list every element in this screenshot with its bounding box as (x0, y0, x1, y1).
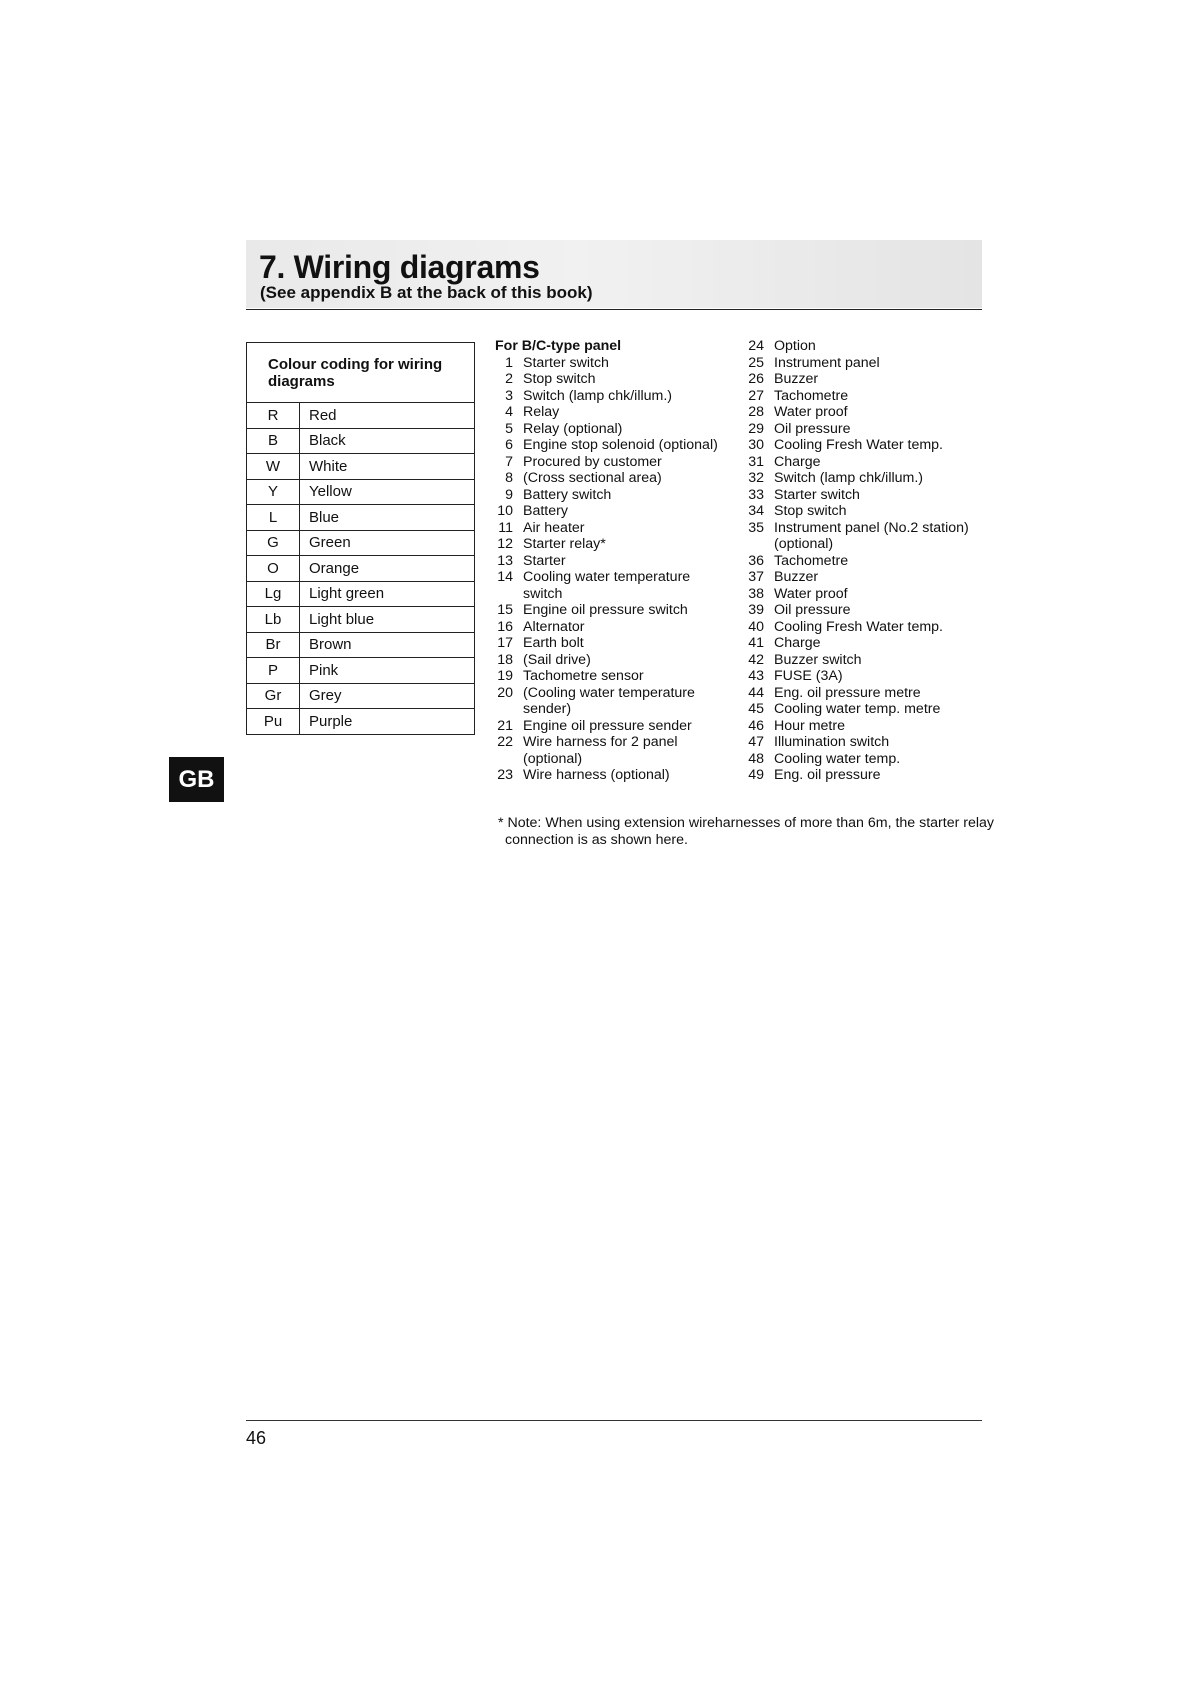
item-text: Air heater (523, 519, 585, 536)
colour-code: Y (247, 479, 300, 505)
item-text: Oil pressure (774, 602, 851, 618)
item-number: 25 (748, 354, 764, 371)
header-rule (246, 309, 982, 310)
colour-code: P (247, 658, 300, 684)
item-number: 40 (748, 618, 764, 635)
list-item (746, 503, 986, 520)
colour-table-row (247, 505, 475, 531)
page-number: 46 (246, 1428, 267, 1448)
item-number: 39 (748, 602, 764, 618)
item-text: Cooling water temp. (774, 750, 901, 767)
colour-name: Blue (300, 505, 475, 531)
list-item (746, 520, 986, 553)
item-text: Tachometre (774, 552, 849, 569)
item-text: Battery (523, 503, 568, 519)
list-item (495, 619, 740, 636)
colour-table-row (247, 428, 475, 454)
colour-code: R (247, 403, 300, 429)
colour-table-row (247, 556, 475, 582)
colour-code: B (247, 428, 300, 454)
list-item (495, 355, 740, 372)
parts-list-title: For B/C-type panel (495, 338, 622, 354)
item-number: 46 (748, 717, 764, 734)
list-item (746, 404, 986, 421)
list-item (746, 668, 986, 685)
list-item (746, 553, 986, 570)
item-number: 22 (497, 734, 513, 750)
item-text: (Cooling water temperature sender) (523, 684, 695, 717)
list-item (495, 718, 740, 735)
item-text: Water proof (774, 404, 848, 420)
item-number: 36 (748, 552, 764, 569)
item-text: Earth bolt (523, 635, 584, 651)
item-number: 20 (497, 684, 513, 701)
item-text: Buzzer (774, 569, 819, 585)
item-number: 41 (748, 635, 764, 651)
item-text: Water proof (774, 585, 848, 602)
list-item (495, 602, 740, 619)
item-text: Starter switch (774, 486, 860, 503)
colour-name: Light green (300, 581, 475, 607)
list-item (746, 371, 986, 388)
item-number: 37 (748, 569, 764, 585)
item-text: Engine oil pressure switch (523, 602, 688, 618)
list-item (495, 470, 740, 487)
colour-name: Grey (300, 683, 475, 709)
item-text: Alternator (523, 618, 585, 635)
list-item (495, 767, 740, 784)
item-number: 17 (497, 635, 513, 651)
colour-name: Black (300, 428, 475, 454)
item-text: Buzzer switch (774, 651, 862, 668)
item-number: 8 (505, 470, 513, 486)
item-text: Engine oil pressure sender (523, 717, 692, 734)
item-text: (Sail drive) (523, 651, 591, 668)
list-item (746, 701, 986, 718)
colour-code: W (247, 454, 300, 480)
item-number: 21 (497, 717, 513, 734)
list-item (495, 404, 740, 421)
item-number: 13 (497, 552, 513, 569)
list-item (495, 685, 740, 718)
list-item (746, 619, 986, 636)
list-item (746, 767, 986, 784)
colour-code: L (247, 505, 300, 531)
list-item (746, 602, 986, 619)
list-item (746, 569, 986, 586)
parts-list-left (495, 338, 740, 784)
list-item (495, 520, 740, 537)
colour-code: O (247, 556, 300, 582)
list-item (495, 635, 740, 652)
item-text: Cooling Fresh Water temp. (774, 437, 943, 453)
colour-table-row (247, 530, 475, 556)
page-subtitle: (See appendix B at the back of this book) (260, 283, 593, 302)
item-number: 2 (505, 371, 513, 387)
item-text: Cooling Fresh Water temp. (774, 618, 943, 635)
item-text: FUSE (3A) (774, 668, 843, 684)
list-item (746, 454, 986, 471)
list-item (495, 569, 740, 602)
colour-code: Lg (247, 581, 300, 607)
list-item (746, 718, 986, 735)
list-item (746, 734, 986, 751)
item-number: 33 (748, 486, 764, 503)
item-number: 12 (497, 536, 513, 552)
item-text: Stop switch (774, 503, 847, 519)
colour-name: Red (300, 403, 475, 429)
item-text: Relay (523, 404, 560, 420)
item-text: Starter (523, 552, 566, 569)
item-text: Illumination switch (774, 734, 890, 750)
colour-code: G (247, 530, 300, 556)
list-item (746, 421, 986, 438)
list-item (746, 751, 986, 768)
list-item (746, 487, 986, 504)
item-number: 48 (748, 750, 764, 767)
list-item (495, 734, 740, 767)
list-item (495, 668, 740, 685)
list-item (746, 635, 986, 652)
list-item (495, 536, 740, 553)
item-number: 32 (748, 470, 764, 486)
colour-code: Pu (247, 709, 300, 735)
colour-name: Orange (300, 556, 475, 582)
list-item (746, 470, 986, 487)
item-text: Switch (lamp chk/illum.) (774, 470, 923, 486)
item-number: 28 (748, 404, 764, 420)
colour-table-body (247, 403, 475, 735)
item-text: Eng. oil pressure (774, 767, 881, 783)
item-number: 4 (505, 404, 513, 420)
item-text: Wire harness for 2 panel (optional) (523, 734, 678, 767)
item-number: 14 (497, 569, 513, 585)
item-number: 47 (748, 734, 764, 750)
item-number: 31 (748, 453, 764, 470)
item-text: Starter switch (523, 354, 609, 371)
list-item (746, 586, 986, 603)
item-number: 5 (505, 420, 513, 437)
item-number: 24 (748, 338, 764, 354)
colour-table-row (247, 581, 475, 607)
item-text: Option (774, 338, 816, 354)
item-number: 26 (748, 371, 764, 387)
item-text: Eng. oil pressure metre (774, 684, 921, 701)
item-number: 11 (498, 519, 513, 536)
item-number: 7 (505, 453, 513, 470)
parts-list-right-items (746, 338, 986, 784)
list-item (495, 553, 740, 570)
item-number: 29 (748, 420, 764, 437)
item-number: 30 (748, 437, 764, 453)
item-number: 18 (497, 651, 513, 668)
footer-rule (246, 1420, 982, 1421)
colour-name: White (300, 454, 475, 480)
item-number: 42 (748, 651, 764, 668)
list-item (495, 371, 740, 388)
item-text: Charge (774, 453, 821, 470)
page-title: 7. Wiring diagrams (259, 249, 540, 285)
list-item (746, 685, 986, 702)
item-number: 19 (497, 668, 513, 684)
colour-name: Pink (300, 658, 475, 684)
item-number: 35 (748, 519, 764, 536)
item-number: 45 (748, 701, 764, 717)
colour-name: Light blue (300, 607, 475, 633)
item-text: Tachometre sensor (523, 668, 644, 684)
item-text: Buzzer (774, 371, 819, 387)
colour-table-row (247, 479, 475, 505)
list-item (495, 454, 740, 471)
language-tab: GB (169, 757, 224, 802)
item-number: 34 (748, 503, 764, 519)
colour-table-row (247, 454, 475, 480)
colour-table-row (247, 632, 475, 658)
colour-code: Lb (247, 607, 300, 633)
item-text: Battery switch (523, 486, 612, 503)
list-item (746, 355, 986, 372)
item-number: 16 (497, 618, 513, 635)
colour-coding-table (246, 342, 475, 735)
item-number: 43 (748, 668, 764, 684)
colour-name: Purple (300, 709, 475, 735)
item-text: Tachometre (774, 387, 849, 404)
item-text: Relay (optional) (523, 420, 623, 437)
list-item (495, 437, 740, 454)
item-text: Cooling water temperature switch (523, 569, 691, 602)
colour-table-row (247, 709, 475, 735)
colour-name: Yellow (300, 479, 475, 505)
item-number: 1 (505, 354, 513, 371)
parts-list-left-items (495, 355, 740, 784)
item-number: 15 (497, 602, 513, 618)
item-number: 38 (748, 585, 764, 602)
item-number: 44 (748, 684, 764, 701)
list-item (746, 388, 986, 405)
item-text: Stop switch (523, 371, 596, 387)
colour-table-row (247, 683, 475, 709)
list-item (495, 388, 740, 405)
item-number: 6 (505, 437, 513, 453)
item-number: 23 (497, 767, 513, 783)
list-item (746, 338, 986, 355)
parts-list-right (746, 338, 986, 784)
footnote: * Note: When using extension wireharnesses of more than 6m, the starter relay connection is as shown here. (498, 815, 995, 848)
list-item (746, 437, 986, 454)
item-text: Charge (774, 635, 821, 651)
item-text: Starter relay* (523, 536, 606, 552)
list-item (495, 421, 740, 438)
colour-table-row (247, 403, 475, 429)
item-text: (Cross sectional area) (523, 470, 662, 486)
list-item (495, 652, 740, 669)
item-text: Procured by customer (523, 453, 662, 470)
item-text: Instrument panel (No.2 station)(optional) (774, 519, 969, 552)
colour-name: Green (300, 530, 475, 556)
colour-table-row (247, 607, 475, 633)
item-number: 9 (505, 486, 513, 503)
item-text: Switch (lamp chk/illum.) (523, 387, 672, 404)
list-item (495, 503, 740, 520)
list-item (746, 652, 986, 669)
item-text: Engine stop solenoid (optional) (523, 437, 718, 453)
item-text: Wire harness (optional) (523, 767, 670, 783)
list-item (495, 487, 740, 504)
colour-name: Brown (300, 632, 475, 658)
colour-code: Br (247, 632, 300, 658)
item-number: 27 (748, 387, 764, 404)
colour-code: Gr (247, 683, 300, 709)
item-text: Hour metre (774, 717, 845, 734)
item-number: 3 (505, 387, 513, 404)
colour-table-heading: Colour coding for wiring diagrams (247, 343, 475, 403)
colour-table-row (247, 658, 475, 684)
item-text: Oil pressure (774, 420, 851, 437)
item-number: 10 (497, 503, 513, 519)
item-text: Cooling water temp. metre (774, 701, 941, 717)
item-text: Instrument panel (774, 354, 880, 371)
item-number: 49 (748, 767, 764, 783)
